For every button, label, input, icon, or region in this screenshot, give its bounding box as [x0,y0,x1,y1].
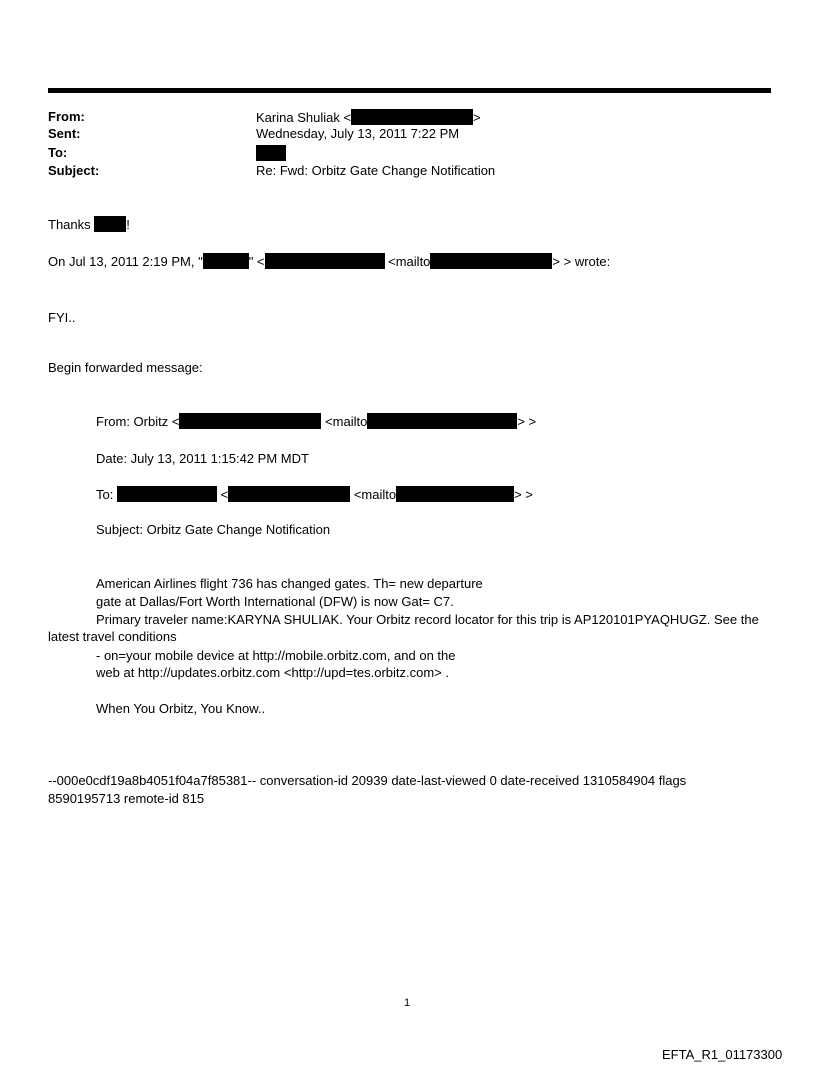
from-name: Karina Shuliak < [256,110,352,125]
meta-line-2: 8590195713 remote-id 815 [48,791,205,806]
redaction-block [351,109,473,125]
on-line-suffix: > > wrote: [552,254,611,269]
forwarded-from-prefix: From: Orbitz < [96,414,180,429]
redaction-block [256,145,286,161]
message-line-2: gate at Dallas/Fort Worth International (DFW) is now Gat= C7. [96,594,454,609]
redaction-block [430,253,552,269]
redaction-block [396,486,514,502]
forwarded-from-mailto: <mailto [325,414,368,429]
forwarded-to-prefix: To: [96,487,114,502]
on-date-line [48,253,610,269]
redaction-block [117,486,217,502]
redaction-block [203,253,249,269]
forwarded-from-suffix: > > [517,414,537,429]
forwarded-date-line: Date: July 13, 2011 1:15:42 PM MDT [96,451,309,466]
from-value [256,109,481,125]
on-line-prefix: On Jul 13, 2011 2:19 PM, " [48,254,203,269]
redaction-block [265,253,385,269]
thanks-exclaim: ! [126,217,130,232]
thanks-line [48,216,130,232]
thanks-text: Thanks [48,217,91,232]
to-label: To: [48,145,68,160]
forwarded-to-mailto: <mailto [353,487,397,502]
on-line-mailto: <mailto [388,254,431,269]
to-value [256,145,286,161]
subject-label: Subject: [48,163,100,178]
redaction-block [179,413,321,429]
subject-value: Re: Fwd: Orbitz Gate Change Notification [256,163,496,178]
forwarded-to-mid: < [220,487,229,502]
from-label: From: [48,109,85,124]
begin-forwarded-line: Begin forwarded message: [48,360,203,375]
forwarded-to-suffix: > > [514,487,533,502]
header-rule [48,88,771,93]
redaction-block [367,413,517,429]
from-close: > [473,110,481,125]
forwarded-to-line [96,486,533,502]
forwarded-subject-line: Subject: Orbitz Gate Change Notification [96,522,331,537]
message-line-5: - on=your mobile device at http://mobile.orbitz.com, and on the [96,648,456,663]
fyi-line: FYI.. [48,310,76,325]
message-line-4: latest travel conditions [48,629,177,644]
on-line-mid1: " < [248,254,265,269]
sent-label: Sent: [48,126,81,141]
message-line-7: When You Orbitz, You Know.. [96,701,266,716]
message-line-1: American Airlines flight 736 has changed gates. Th= new departure [96,576,483,591]
redaction-block [94,216,126,232]
message-line-6: web at http://updates.orbitz.com <http://upd=tes.orbitz.com> . [96,665,449,680]
sent-value: Wednesday, July 13, 2011 7:22 PM [256,126,460,141]
meta-line-1: --000e0cdf19a8b4051f04a7f85381-- conversation-id 20939 date-last-viewed 0 date-received 1310584904 flags [48,773,687,788]
forwarded-from-line [96,413,536,429]
bates-number: EFTA_R1_01173300 [662,1047,783,1062]
message-line-3: Primary traveler name:KARYNA SHULIAK. Your Orbitz record locator for this trip is AP120101PYAQHUGZ. See the [96,612,759,627]
redaction-block [228,486,350,502]
page-number: 1 [404,997,411,1009]
